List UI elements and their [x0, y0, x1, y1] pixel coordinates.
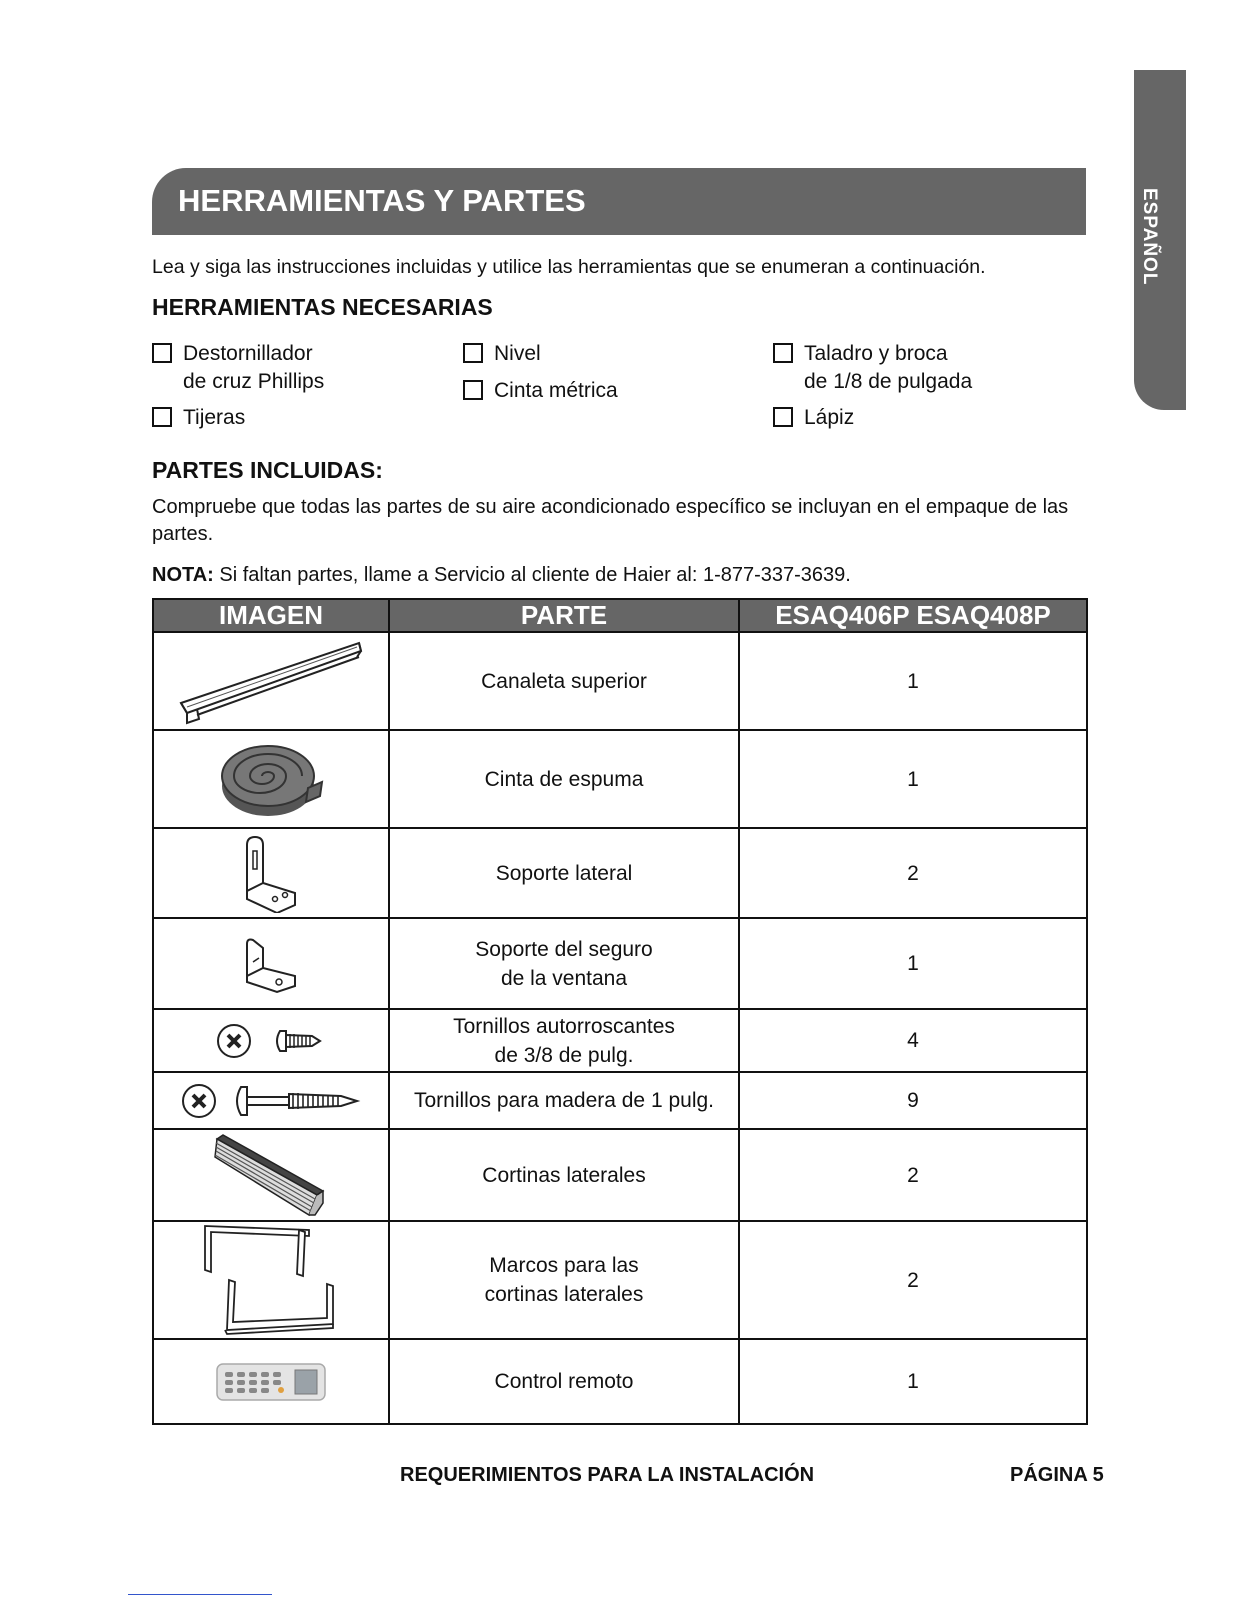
- language-tab-label: ESPAÑOL: [1139, 188, 1160, 286]
- self-tapping-screw-icon: [216, 1021, 326, 1061]
- side-curtain-icon: [213, 1133, 329, 1217]
- top-channel-icon: [171, 637, 371, 725]
- part-name: Canaleta superior: [389, 632, 739, 730]
- part-image-cell: [153, 828, 389, 918]
- column-header-part: PARTE: [389, 599, 739, 632]
- part-name: Marcos para las cortinas laterales: [389, 1221, 739, 1339]
- support-note: [152, 564, 851, 587]
- parts-description: Compruebe que todas las partes de su aire acondicionado específico se incluyan en el empaque de las partes.: [152, 496, 1069, 545]
- part-name: Soporte lateral: [389, 828, 739, 918]
- tool-label: Lápiz: [804, 406, 855, 429]
- tool-label: Destornillador de cruz Phillips: [183, 342, 325, 393]
- note-text: Si faltan partes, llame a Servicio al cliente de Haier al: 1-877-337-3639.: [213, 564, 851, 586]
- remote-control-icon: [215, 1362, 327, 1402]
- tool-item-pencil: [773, 404, 854, 432]
- tool-label: Tijeras: [183, 406, 246, 429]
- part-image-cell: [153, 1009, 389, 1072]
- window-lock-bracket-icon: [241, 934, 301, 994]
- page-title: HERRAMIENTAS Y PARTES: [178, 183, 586, 218]
- checkbox[interactable]: [152, 343, 172, 363]
- part-image-cell: [153, 1072, 389, 1129]
- part-name: Tornillos autorroscantes de 3/8 de pulg.: [389, 1009, 739, 1072]
- part-quantity: 2: [739, 828, 1087, 918]
- tool-item-scissors: [152, 404, 245, 432]
- checkbox[interactable]: [773, 343, 793, 363]
- section-title-bar: [152, 168, 1086, 235]
- part-name: Cortinas laterales: [389, 1129, 739, 1221]
- checkbox[interactable]: [152, 407, 172, 427]
- checkbox[interactable]: [773, 407, 793, 427]
- part-image-cell: [153, 918, 389, 1009]
- part-image-cell: [153, 632, 389, 730]
- checkbox[interactable]: [463, 343, 483, 363]
- table-row: [153, 918, 1087, 1009]
- tool-item-tape-measure: [463, 377, 618, 405]
- tool-item-drill-bit: [773, 340, 972, 396]
- part-image-cell: [153, 1129, 389, 1221]
- table-row: [153, 1129, 1087, 1221]
- curtain-frame-icon: [201, 1224, 341, 1336]
- tool-label: Nivel: [494, 342, 541, 365]
- table-row: [153, 632, 1087, 730]
- parts-heading: PARTES INCLUIDAS:: [152, 457, 383, 483]
- part-name: Tornillos para madera de 1 pulg.: [389, 1072, 739, 1129]
- part-image-cell: [153, 1221, 389, 1339]
- table-row: [153, 1339, 1087, 1424]
- part-name: Control remoto: [389, 1339, 739, 1424]
- checkbox[interactable]: [463, 380, 483, 400]
- part-quantity: 4: [739, 1009, 1087, 1072]
- part-image-cell: [153, 730, 389, 828]
- tool-label: Cinta métrica: [494, 379, 618, 402]
- side-bracket-icon: [241, 833, 301, 913]
- part-quantity: 2: [739, 1221, 1087, 1339]
- page-number: PÁGINA 5: [1010, 1464, 1104, 1486]
- wood-screw-icon: [181, 1081, 361, 1121]
- part-quantity: 1: [739, 918, 1087, 1009]
- part-quantity: 9: [739, 1072, 1087, 1129]
- tools-heading: HERRAMIENTAS NECESARIAS: [152, 294, 493, 320]
- part-image-cell: [153, 1339, 389, 1424]
- tool-item-level: [463, 340, 541, 368]
- table-row: [153, 1221, 1087, 1339]
- footnote-link-line: [128, 1594, 272, 1595]
- intro-text: Lea y siga las instrucciones incluidas y utilice las herramientas que se enumeran a continuación.: [152, 256, 986, 278]
- foam-tape-icon: [216, 736, 326, 822]
- table-header-row: [153, 599, 1087, 632]
- table-row: [153, 1009, 1087, 1072]
- part-quantity: 1: [739, 632, 1087, 730]
- parts-table: [152, 598, 1088, 1425]
- table-row: [153, 828, 1087, 918]
- table-row: [153, 1072, 1087, 1129]
- part-quantity: 2: [739, 1129, 1087, 1221]
- part-quantity: 1: [739, 730, 1087, 828]
- table-row: [153, 730, 1087, 828]
- part-name: Cinta de espuma: [389, 730, 739, 828]
- tool-label: Taladro y broca de 1/8 de pulgada: [804, 342, 973, 393]
- column-header-models: ESAQ406P ESAQ408P: [739, 599, 1087, 632]
- part-name: Soporte del seguro de la ventana: [389, 918, 739, 1009]
- column-header-image: IMAGEN: [153, 599, 389, 632]
- tool-item-phillips-screwdriver: [152, 340, 324, 396]
- note-label: NOTA:: [152, 564, 214, 586]
- part-quantity: 1: [739, 1339, 1087, 1424]
- footer-section-title: REQUERIMIENTOS PARA LA INSTALACIÓN: [400, 1464, 815, 1486]
